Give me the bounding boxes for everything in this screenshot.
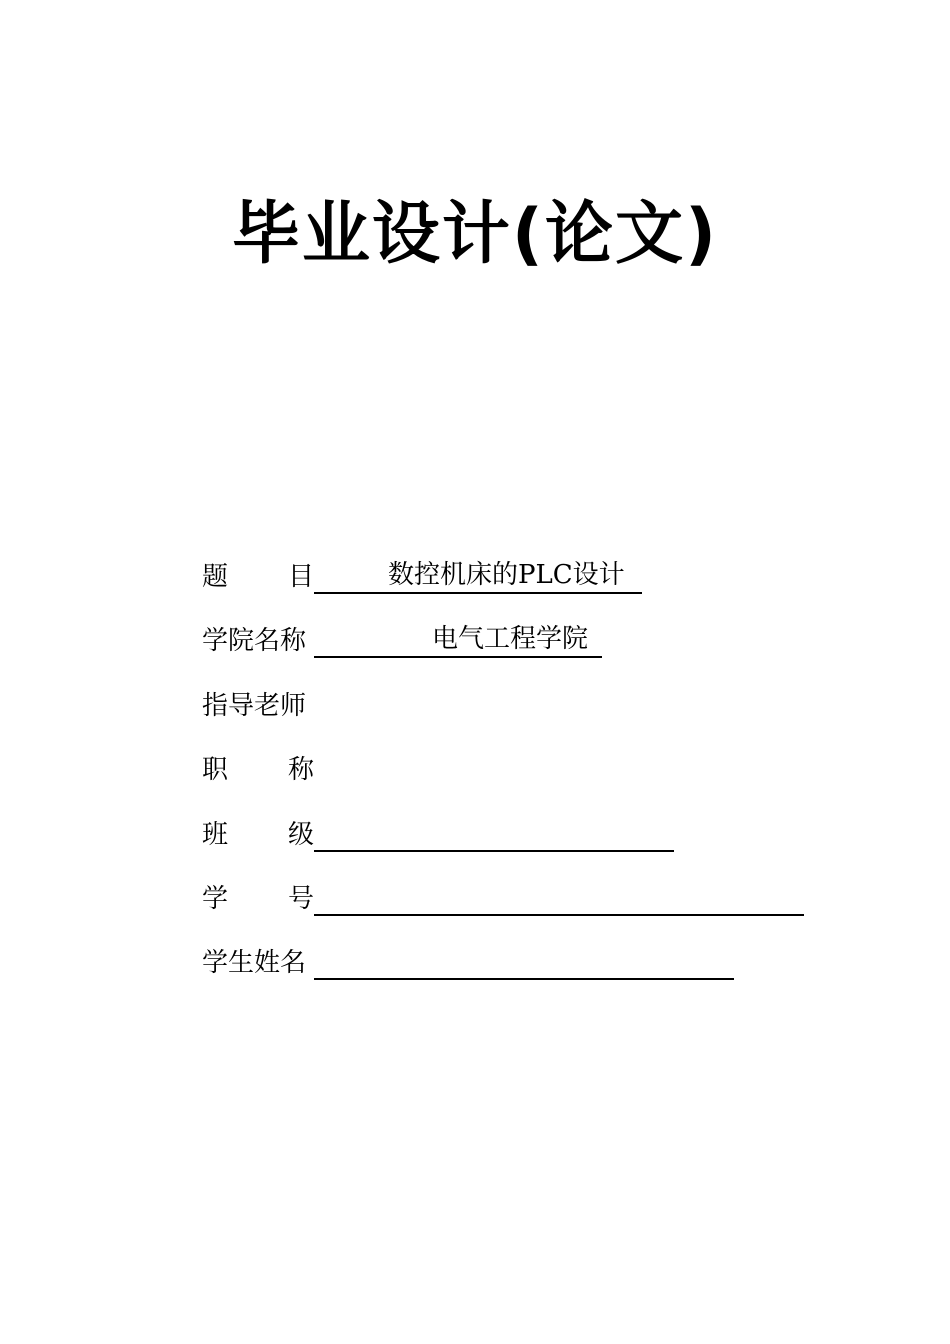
student-name-row	[202, 940, 734, 980]
rank-label-char-2: 称	[287, 755, 314, 785]
student-id-field[interactable]	[314, 882, 804, 916]
rank-row	[202, 747, 314, 787]
class-label-char-2: 级	[287, 820, 314, 850]
topic-label-char-2: 目	[287, 562, 314, 592]
topic-row	[202, 554, 642, 594]
topic-field[interactable]	[314, 560, 642, 594]
thesis-title: 毕业设计(论文)	[231, 195, 719, 274]
student-name-label: 学生姓名	[202, 948, 307, 978]
college-value: 电气工程学院	[432, 624, 589, 654]
rank-label	[202, 753, 314, 787]
topic-label	[202, 560, 314, 594]
student-name-field[interactable]	[314, 946, 734, 980]
class-label	[202, 818, 314, 852]
student-id-label-char-2: 号	[287, 884, 314, 914]
student-id-label-char-1: 学	[202, 884, 229, 914]
topic-label-char-1: 题	[202, 562, 229, 592]
student-id-label	[202, 882, 314, 916]
student-id-row	[202, 876, 804, 916]
advisor-label: 指导老师	[202, 691, 307, 721]
class-label-char-1: 班	[202, 820, 229, 850]
college-label: 学院名称	[202, 626, 307, 656]
class-row	[202, 812, 674, 852]
topic-value: 数控机床的PLC设计	[388, 560, 625, 590]
class-field[interactable]	[314, 818, 674, 852]
college-row	[202, 618, 602, 658]
college-field[interactable]	[314, 624, 602, 658]
advisor-row	[202, 683, 314, 723]
rank-label-char-1: 职	[202, 755, 229, 785]
